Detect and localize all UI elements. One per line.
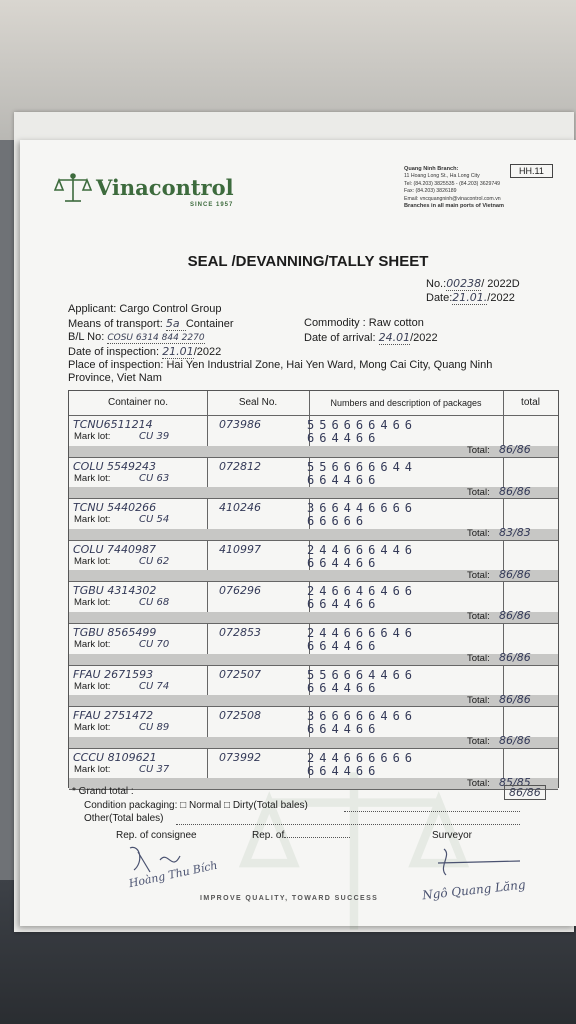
container-number: COLU 7440987	[73, 542, 157, 556]
container-number: FFAU 2751472	[73, 709, 154, 723]
seal-number: 072853	[219, 626, 261, 639]
package-digits-row-2: 664466	[307, 722, 381, 737]
package-digits-row-2: 664466	[307, 472, 381, 487]
package-digits-row-2: 664466	[307, 639, 381, 653]
row-total-value: 86/86	[499, 443, 531, 456]
package-digits-row-2: 664466	[307, 431, 381, 445]
applicant-line: Applicant: Cargo Control Group	[68, 303, 222, 315]
package-digits-row-2: 664466	[307, 763, 381, 778]
tally-sheet-page	[20, 140, 576, 926]
seal-number: 073992	[219, 750, 261, 764]
row-total-value: 86/86	[499, 734, 531, 748]
place-line-2: Province, Viet Nam	[68, 372, 162, 384]
mark-lot-label: Mark lot:	[74, 431, 111, 442]
mark-lot-label: Mark lot:	[74, 597, 111, 609]
grand-total-label: * Grand total :	[72, 786, 134, 797]
tally-table	[68, 390, 559, 788]
branch-line: Email: vncquangninh@vinacontrol.com.vn	[404, 195, 501, 202]
package-digits-row-2: 66666	[307, 514, 369, 529]
mark-lot-label: Mark lot:	[74, 763, 111, 775]
row-total-label: Total:	[467, 736, 490, 748]
seal-number: 410246	[219, 501, 261, 515]
seal-number: 072508	[219, 709, 261, 723]
grand-total-value: 86/86	[504, 785, 546, 800]
consignee-label: Rep. of consignee	[116, 830, 197, 841]
document-date-value: 21.01.	[452, 291, 488, 304]
other-line: Other(Total bales)	[84, 813, 164, 824]
col-header-seal: Seal No.	[238, 397, 278, 408]
row-total-label: Total:	[467, 528, 490, 540]
seal-number: 076296	[219, 584, 261, 598]
place-line: Place of inspection: Hai Yen Industrial Zone, Hai Yen Ward, Mong Cai City, Quang Ninh	[68, 359, 493, 371]
mark-lot-label: Mark lot:	[74, 472, 111, 484]
package-digits-row-2: 664466	[307, 597, 381, 612]
package-digits-row-1: 556666466	[307, 418, 418, 432]
package-digits-row-2: 664466	[307, 555, 381, 570]
package-digits-row-1: 366666466	[307, 709, 418, 724]
package-digits-row-1: 556664466	[307, 667, 418, 682]
mark-lot-value: CU 89	[139, 722, 170, 734]
transport-line: Means of transport: 5a Container	[68, 317, 234, 330]
row-total-label: Total:	[467, 777, 490, 789]
mark-lot-value: CU 54	[139, 514, 170, 526]
row-total-label: Total:	[467, 653, 490, 664]
mark-lot-value: CU 68	[139, 597, 170, 609]
container-number: TGBU 8565499	[73, 626, 157, 639]
container-number: TCNU6511214	[73, 418, 153, 431]
branch-line: Tel: (84.203) 3825535 - (84.203) 3629749	[404, 180, 501, 187]
branch-line: Branches in all main ports of Vietnam	[404, 203, 504, 210]
mark-lot-label: Mark lot:	[74, 680, 111, 692]
package-digits-row-1: 244666446	[307, 542, 418, 557]
package-digits-row-1: 556666644	[307, 459, 418, 474]
document-date: Date:21.01./2022	[426, 291, 515, 304]
row-total-value: 86/86	[499, 692, 531, 706]
mark-lot-label: Mark lot:	[74, 722, 111, 734]
container-number: TCNU 5440266	[73, 501, 157, 515]
mark-lot-value: CU 62	[139, 555, 170, 567]
row-total-value: 85/85	[499, 775, 531, 789]
surveyor-signature: Ngô Quang Lăng	[421, 877, 527, 903]
seal-number: 072812	[219, 459, 261, 473]
package-digits-row-1: 244666666	[307, 750, 418, 765]
arrival-line: Date of arrival: 24.01/2022	[304, 331, 438, 344]
company-since: SINCE 1957	[190, 202, 234, 208]
row-total-label: Total:	[467, 611, 490, 623]
row-total-value: 86/86	[499, 609, 531, 623]
package-digits-row-1: 366446666	[307, 501, 418, 516]
col-header-total: total	[521, 397, 540, 408]
mark-lot-label: Mark lot:	[74, 555, 111, 567]
container-number: COLU 5549243	[73, 459, 157, 473]
branch-line: Fax: (84.203) 3826189	[404, 188, 457, 195]
branch-title: Quang Ninh Branch:	[404, 166, 459, 172]
bl-line: B/L No: COSU 6314 844 2270	[68, 331, 205, 343]
mark-lot-value: CU 39	[139, 431, 170, 442]
commodity-line: Commodity : Raw cotton	[304, 317, 424, 329]
row-total-value: 86/86	[499, 484, 531, 498]
row-total-label: Total:	[467, 694, 490, 706]
seal-number: 410997	[219, 542, 261, 556]
row-total-value: 83/83	[499, 526, 531, 540]
inspection-date-line: Date of inspection: 21.01/2022	[68, 345, 222, 358]
surveyor-label: Surveyor	[432, 830, 473, 841]
row-total-label: Total:	[467, 569, 490, 581]
branch-line: 11 Hoang Long St., Ha Long City	[404, 173, 480, 180]
condition-line: Condition packaging: □ Normal □ Dirty(Total bales)	[84, 800, 308, 811]
row-total-value: 86/86	[499, 651, 531, 664]
mark-lot-label: Mark lot:	[74, 514, 111, 526]
rep-of-label: Rep. of	[252, 830, 350, 841]
sheet-title: SEAL /DEVANNING/TALLY SHEET	[187, 253, 429, 270]
container-number: FFAU 2671593	[73, 667, 154, 681]
package-digits-row-1: 246646466	[307, 584, 418, 599]
seal-number: 072507	[219, 667, 261, 681]
package-digits-row-2: 664466	[307, 680, 381, 695]
package-digits-row-1: 244666646	[307, 626, 418, 640]
mark-lot-value: CU 70	[139, 639, 170, 650]
mark-lot-value: CU 74	[139, 680, 170, 692]
mark-lot-value: CU 63	[139, 472, 170, 484]
container-number: TGBU 4314302	[73, 584, 157, 598]
scales-logo-icon	[54, 172, 92, 204]
document-number-value: 00238	[446, 277, 482, 290]
document-number: No.:00238/ 2022D	[426, 277, 520, 290]
surveyor-signature-mark	[430, 845, 530, 883]
container-number: CCCU 8109621	[73, 750, 157, 764]
mark-lot-label: Mark lot:	[74, 639, 111, 650]
row-total-value: 86/86	[499, 567, 531, 581]
seal-number: 073986	[219, 418, 261, 431]
company-slogan: IMPROVE QUALITY, TOWARD SUCCESS	[200, 895, 379, 902]
col-header-numbers: Numbers and description of packages	[330, 398, 482, 408]
row-total-label: Total:	[467, 445, 490, 456]
col-header-container: Container no.	[107, 397, 169, 408]
doc-code-badge: HH.11	[510, 164, 553, 178]
company-name: Vinacontrol	[96, 175, 234, 200]
mark-lot-value: CU 37	[139, 763, 170, 775]
row-total-label: Total:	[467, 486, 490, 498]
consignee-signature: Hoàng Thu Bích	[127, 858, 219, 891]
